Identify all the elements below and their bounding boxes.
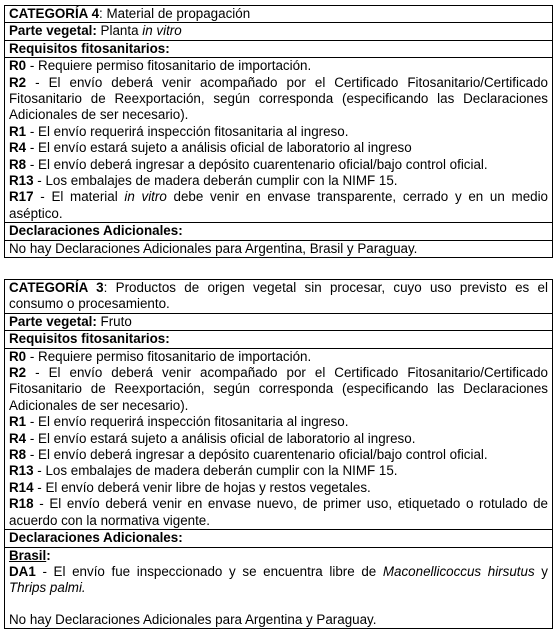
requirements-header-row [5,331,553,348]
requirement-item [9,58,548,74]
plant-part-label: Parte vegetal: [9,23,97,39]
requirement-text: - Requiere permiso fitosanitario de importación. [26,348,312,364]
country-heading [9,548,548,564]
requirement-code: R2 [9,365,27,381]
requirement-code: R2 [9,74,27,90]
requirement-code: R13 [9,173,34,189]
category-row [5,6,553,23]
requirement-text: - El envío estará sujeto a análisis oficial de laboratorio al ingreso [26,140,412,156]
category-text: : Material de propagación [99,6,251,21]
category-label: CATEGORÍA 3 [9,280,104,295]
requirements-header: Requisitos fitosanitarios: [5,331,553,348]
category-3-table [4,279,553,629]
plant-part-row [5,23,553,40]
requirement-item [9,414,548,430]
requirement-text: - El envío deberá venir acompañado por el Certificado Fitosanitario/Certificado Fitosanitario de Reexportación, según corresponda (especificando las Declaraciones Adicionales de ser necesario). [9,365,548,413]
additional-declaration-item [9,564,548,597]
requirement-code: R4 [9,430,27,446]
requirement-code: R1 [9,123,27,139]
plant-part-text: Fruto [96,313,132,329]
spacer [9,597,548,612]
requirement-code: R0 [9,348,27,364]
requirement-text: - El envío estará sujeto a análisis oficial de laboratorio al ingreso. [26,430,416,446]
category-cell [5,280,553,314]
requirement-code: R1 [9,414,27,430]
plant-part-text: Planta [96,23,143,39]
plant-part-label: Parte vegetal: [9,313,97,329]
declarations-text: No hay Declaraciones Adicionales para Argentina y Paraguay. [9,611,377,627]
country-name: Brasil [9,547,47,563]
declarations-row [5,547,553,629]
country-colon: : [46,547,51,563]
requirement-item [9,431,548,447]
category-text: : Productos de origen vegetal sin procesar, cuyo uso previsto es el consumo o procesamiento. [9,280,548,312]
requirement-item [9,496,548,529]
declaration-text: - El envío fue inspeccionado y se encuentra libre de [35,563,383,579]
declarations-cell [5,547,553,629]
requirement-text: - Los embalajes de madera deberán cumplir con la NIMF 15. [33,173,398,189]
pest-name: Thrips palmi. [9,580,86,596]
requirement-text: - Requiere permiso fitosanitario de importación. [26,58,312,74]
plant-part-row [5,313,553,330]
requirement-item [9,447,548,463]
plant-part-cell [5,23,553,40]
category-row [5,280,553,314]
requirement-text: - El envío deberá venir en envase nuevo, de primer uso, etiquetado o rotulado de acuerdo con la normativa vigente. [9,496,548,528]
category-label: CATEGORÍA 4 [9,6,100,21]
declaration-text: y [534,563,548,579]
requirement-code: R17 [9,189,34,205]
requirement-text: - El material [33,189,125,205]
requirement-code: R18 [9,496,34,512]
requirement-text: - El envío deberá venir acompañado por el Certificado Fitosanitario/Certificado Fitosanitario de Reexportación, según corresponda (especificando las Declaraciones Adicionales de ser necesario). [9,74,548,123]
requirement-text: - El envío requerirá inspección fitosanitaria al ingreso. [26,414,349,430]
requirements-row [5,348,553,529]
requirement-item [9,157,548,173]
requirement-item [9,124,548,140]
category-4-table [4,5,553,258]
requirement-code: R4 [9,140,27,156]
requirement-item [9,173,548,189]
requirements-list [5,58,553,223]
requirement-item [9,140,548,156]
requirement-code: R13 [9,463,34,479]
declarations-header-row [5,530,553,547]
plant-part-cell [5,313,553,330]
requirement-item [9,75,548,124]
plant-part-italic: in vitro [142,23,182,39]
requirement-code: R8 [9,447,27,463]
requirement-code: R14 [9,479,34,495]
requirement-code: R8 [9,156,27,172]
declarations-header: Declaraciones Adicionales: [5,530,553,547]
requirement-text: - El envío requerirá inspección fitosanitaria al ingreso. [26,123,349,139]
requirement-text: - El envío deberá ingresar a depósito cuarentenario oficial/bajo control oficial. [26,447,488,463]
declarations-text: No hay Declaraciones Adicionales para Argentina, Brasil y Paraguay. [5,240,553,257]
declaration-code: DA1 [9,563,36,579]
requirement-item [9,349,548,365]
requirement-item [9,480,548,496]
requirement-code: R0 [9,58,27,74]
requirement-item [9,365,548,414]
requirement-item [9,189,548,222]
requirement-text: - El envío deberá venir libre de hojas y restos vegetales. [33,479,371,495]
requirement-text: debe venir en envase transparente, cerrado y en un medio aséptico. [9,189,549,221]
category-cell [5,6,553,23]
pest-name: Maconellicoccus hirsutus [382,563,535,579]
requirement-text: - El envío deberá ingresar a depósito cuarentenario oficial/bajo control oficial. [26,156,488,172]
requirement-text-italic: in vitro [124,189,167,205]
requirement-text: - Los embalajes de madera deberán cumplir con la NIMF 15. [33,463,398,479]
requirements-header-row [5,40,553,57]
requirements-list [5,348,553,529]
declarations-row [5,240,553,257]
declarations-header-row [5,223,553,240]
requirement-item [9,463,548,479]
requirements-row [5,58,553,223]
declarations-header: Declaraciones Adicionales: [5,223,553,240]
requirements-header: Requisitos fitosanitarios: [5,40,553,57]
